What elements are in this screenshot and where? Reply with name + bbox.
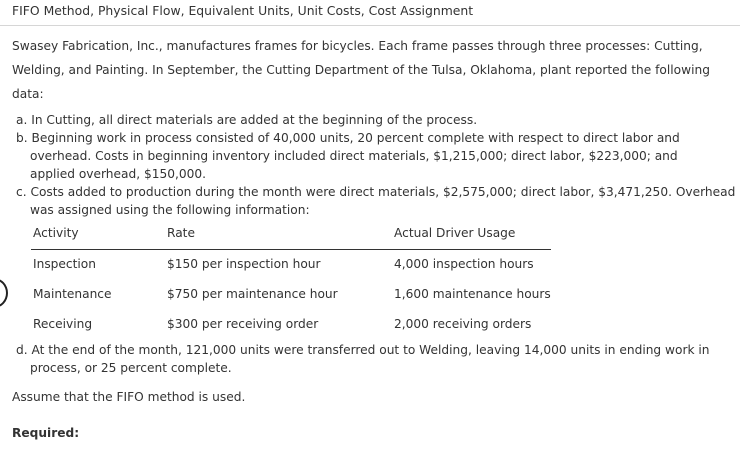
item-letter: d. xyxy=(16,343,28,357)
item-text-continued: overhead. Costs in beginning inventory included direct materials, $1,215,000; direct labor, $223,000; and applied overhead, $150,000. xyxy=(30,149,678,181)
item-d xyxy=(16,341,736,377)
item-text: Costs added to production during the month were direct materials, $2,575,000; direct labor, $3,471,250. Overhead xyxy=(30,185,736,199)
column-header-rate: Rate xyxy=(167,226,195,240)
item-letter: c. xyxy=(16,185,27,199)
item-text: Beginning work in process consisted of 40,000 units, 20 percent complete with respect to direct labor and xyxy=(31,131,680,145)
problem-intro: Swasey Fabrication, Inc., manufactures frames for bicycles. Each frame passes through three processes: Cutting, Welding, and Painting. In September, the Cutting Department of the Tulsa, Oklahoma, plant reported the following data: xyxy=(12,39,710,101)
table-cell-driver-usage: 4,000 inspection hours xyxy=(394,257,534,271)
column-header-activity: Activity xyxy=(33,226,79,240)
item-letter: b. xyxy=(16,131,28,145)
item-a xyxy=(16,111,736,129)
header-divider xyxy=(0,25,740,26)
item-text-continued: was assigned using the following information: xyxy=(30,203,310,217)
item-b xyxy=(16,129,736,183)
page-title: FIFO Method, Physical Flow, Equivalent Units, Unit Costs, Cost Assignment xyxy=(12,3,474,18)
table-cell-rate: $750 per maintenance hour xyxy=(167,287,338,301)
overhead-table-header xyxy=(33,226,553,244)
item-text-continued: process, or 25 percent complete. xyxy=(30,361,232,375)
table-row xyxy=(33,257,553,275)
fifo-assumption: Assume that the FIFO method is used. xyxy=(12,390,246,404)
item-c xyxy=(16,183,736,219)
table-cell-activity: Receiving xyxy=(33,317,93,331)
table-row xyxy=(33,317,553,335)
table-cell-activity: Inspection xyxy=(33,257,96,271)
table-cell-activity: Maintenance xyxy=(33,287,112,301)
table-cell-rate: $150 per inspection hour xyxy=(167,257,321,271)
required-heading: Required: xyxy=(12,426,80,440)
table-header-rule xyxy=(31,249,551,250)
table-cell-driver-usage: 2,000 receiving orders xyxy=(394,317,532,331)
item-text: At the end of the month, 121,000 units were transferred out to Welding, leaving 14,000 units in ending work in xyxy=(31,343,710,357)
column-header-driver-usage: Actual Driver Usage xyxy=(394,226,516,240)
collapse-handle-icon[interactable] xyxy=(0,278,8,308)
item-letter: a. xyxy=(16,113,28,127)
item-text: In Cutting, all direct materials are added at the beginning of the process. xyxy=(31,113,478,127)
table-cell-rate: $300 per receiving order xyxy=(167,317,319,331)
table-cell-driver-usage: 1,600 maintenance hours xyxy=(394,287,551,301)
table-row xyxy=(33,287,553,305)
